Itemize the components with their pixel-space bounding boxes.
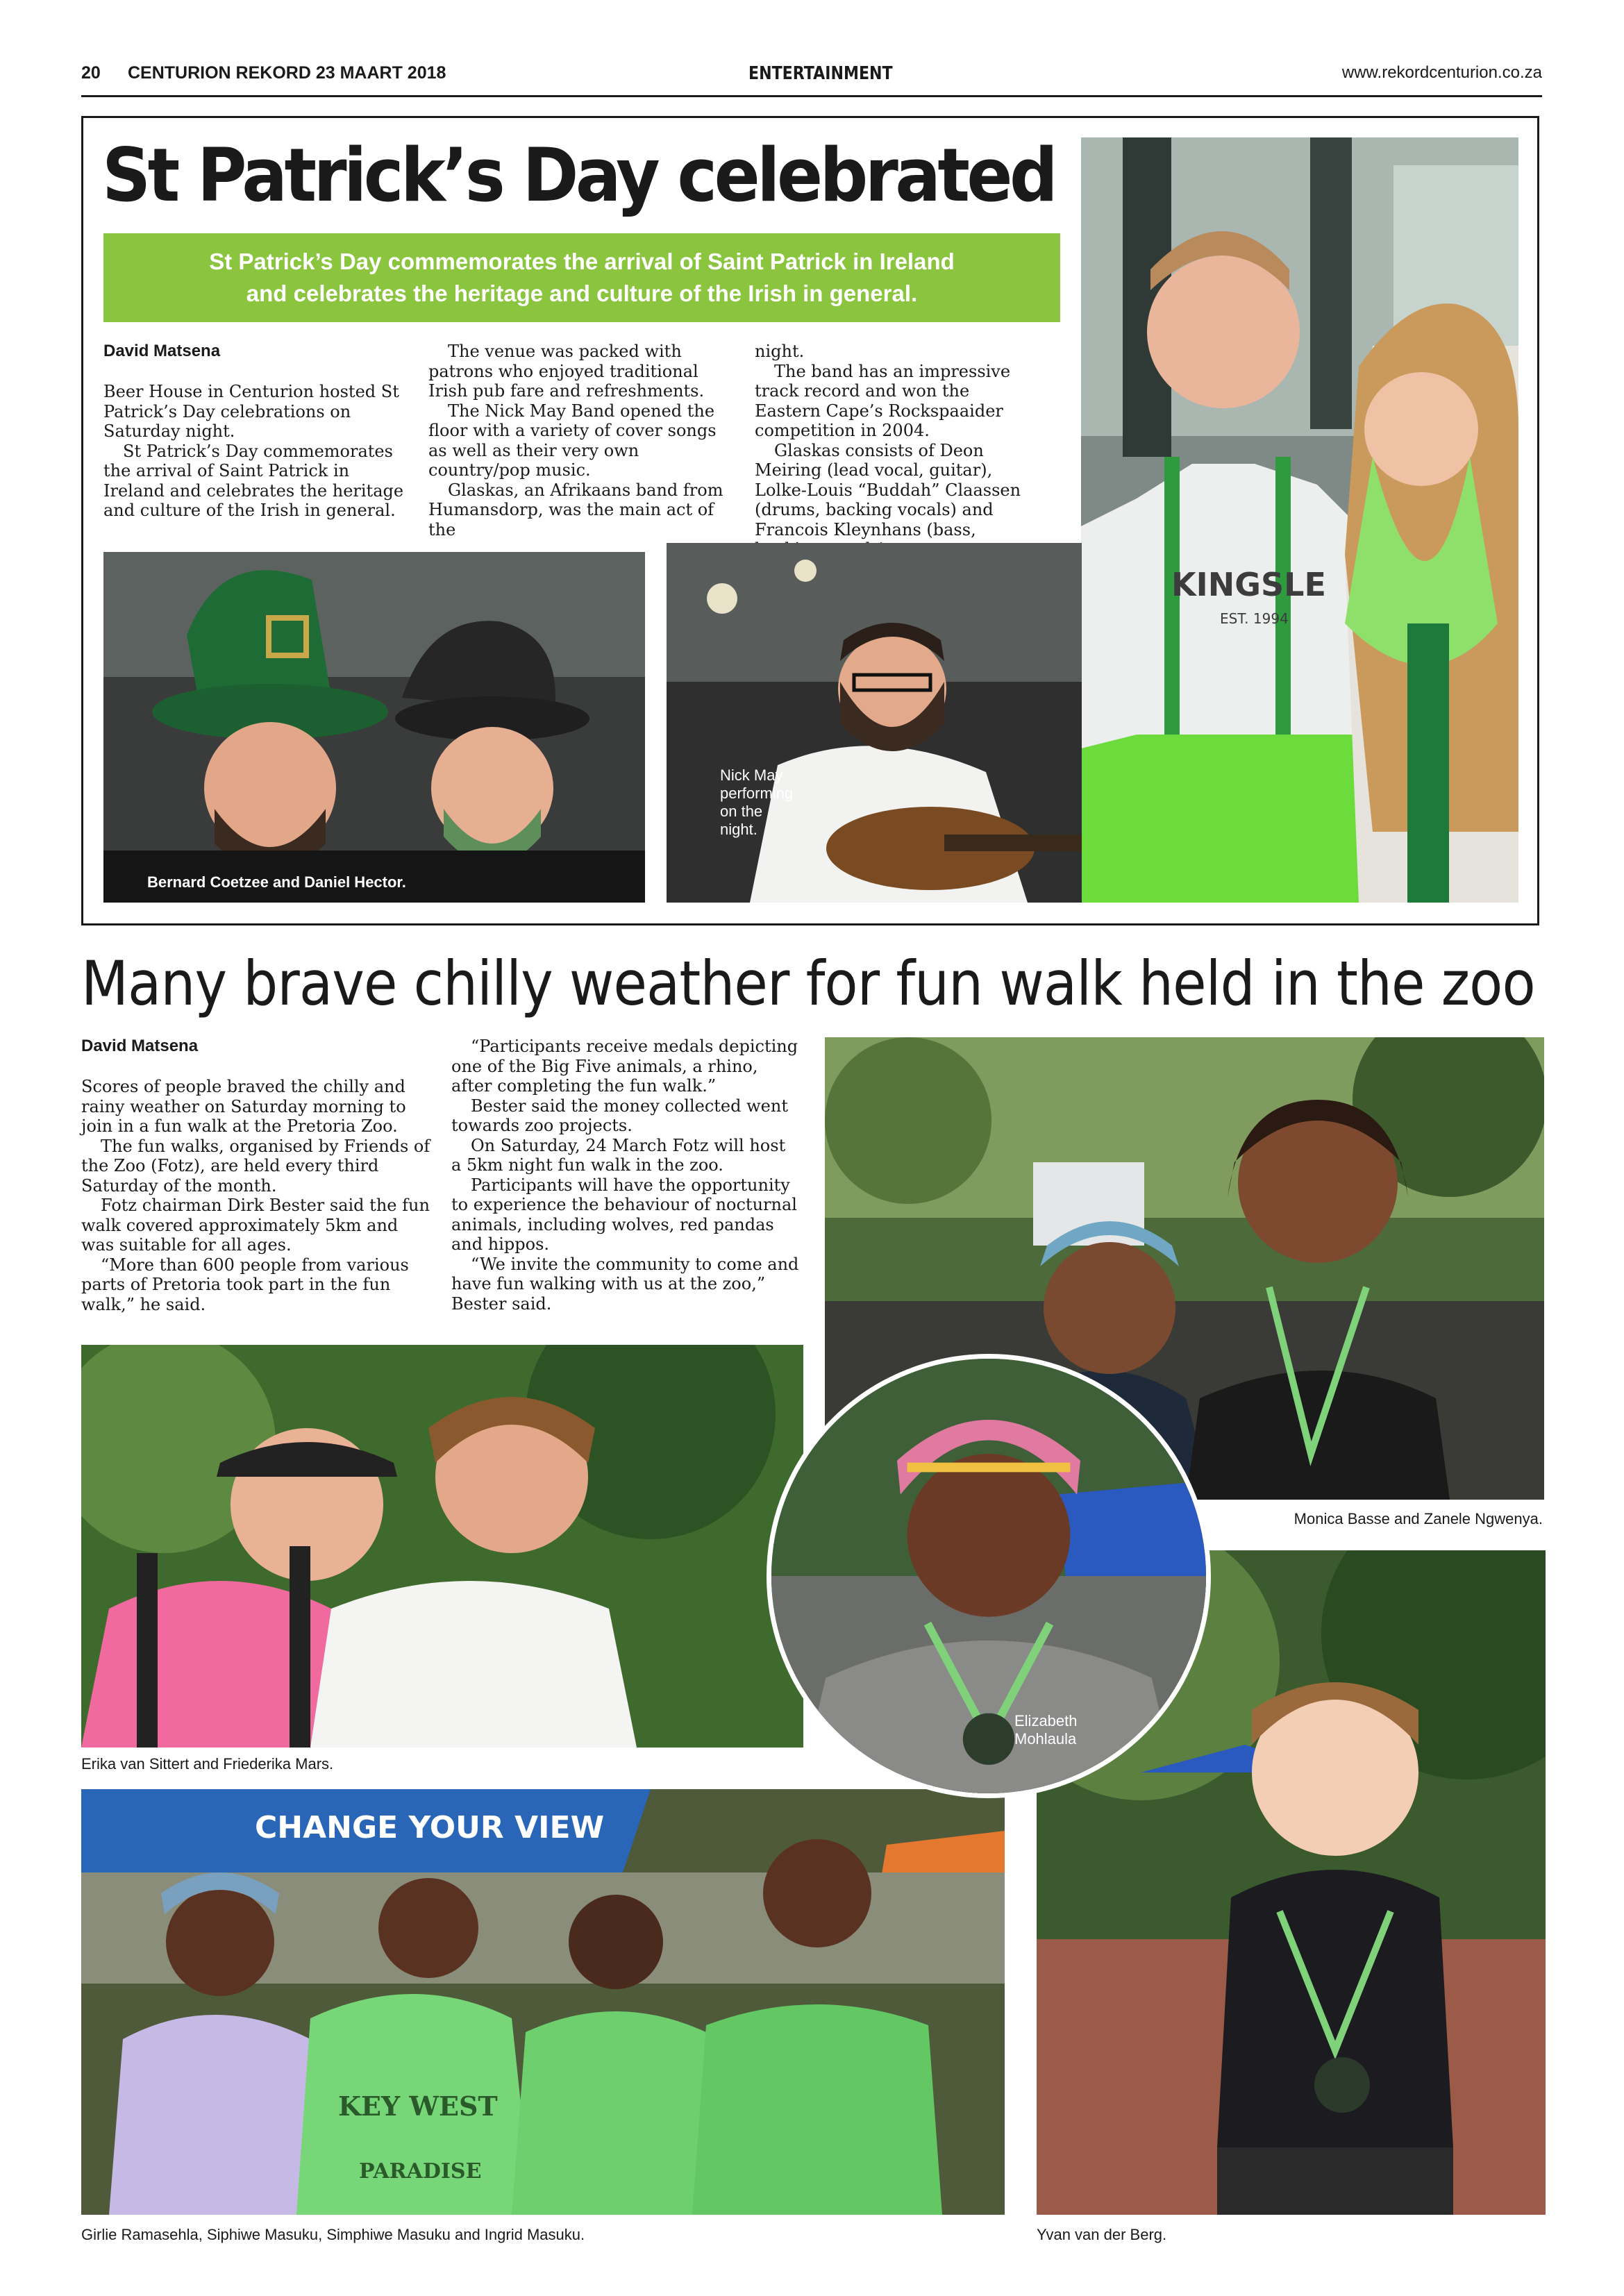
banner-text: CHANGE YOUR VIEW xyxy=(255,1810,605,1845)
caption-line: on the xyxy=(720,803,763,820)
paragraph: Bester said the money collected went towards zoo projects. xyxy=(451,1096,788,1135)
story2-column-1 xyxy=(81,1077,432,1314)
shirt-subtext: EST. 1994 xyxy=(1220,610,1289,627)
photo-nick-may xyxy=(667,543,1082,903)
caption-girlie-family: Girlie Ramasehla, Siphiwe Masuku, Simphiwe Masuku and Ingrid Masuku. xyxy=(81,2226,585,2243)
story2-headline: Many brave chilly weather for fun walk held in the zoo xyxy=(81,948,1535,1019)
story1-deck xyxy=(103,233,1060,322)
paragraph: “More than 600 people from various parts of Pretoria took part in the fun walk,” he said. xyxy=(81,1255,409,1314)
paragraph: Glaskas consists of Deon Meiring (lead vocal, guitar), Lolke-Louis “Buddah” Claassen (drums, backing vocals) and Francois Kleynhans (bass, xyxy=(755,440,1021,539)
paragraph: night. xyxy=(755,342,805,361)
section-title: ENTERTAINMENT xyxy=(748,63,893,84)
deck-line-1: St Patrick’s Day commemorates the arrival of Saint Patrick in Ireland xyxy=(209,249,955,274)
story1-byline: David Matsena xyxy=(103,342,221,360)
story2-column-2 xyxy=(451,1037,801,1314)
caption-erika-friederika: Erika van Sittert and Friederika Mars. xyxy=(81,1755,334,1773)
story1-column-2 xyxy=(428,342,731,539)
paragraph: The fun walks, organised by Friends of the Zoo (Fotz), are held every third Saturday of the month. xyxy=(81,1136,430,1196)
paragraph: Participants will have the opportunity to experience the behaviour of nocturnal animals, including wolves, red pandas and hippos. xyxy=(451,1175,797,1254)
paragraph: “We invite the community to come and have fun walking with us at the zoo,” Bester said. xyxy=(451,1254,799,1314)
paragraph: The Nick May Band opened the floor with a variety of cover songs as well as their very own country/pop music. xyxy=(428,401,717,480)
caption-line: performing xyxy=(720,785,794,802)
caption-nick-may xyxy=(720,766,793,839)
paragraph: Beer House in Centurion hosted St Patrick’s Day celebrations on Saturday night. xyxy=(103,382,399,441)
story1-column-1 xyxy=(103,382,406,521)
paragraph: The band has an impressive track record and won the Eastern Cape’s Rockspaaider competition in 2004. xyxy=(755,361,1011,440)
caption-line: Nick May xyxy=(720,766,783,784)
paragraph: “Participants receive medals depicting one of the Big Five animals, a rhino, after completing the fun walk.” xyxy=(451,1037,798,1096)
paragraph: Glaskas, an Afrikaans band from Humansdorp, was the main act of the xyxy=(428,480,723,539)
paragraph: St Patrick’s Day commemorates the arrival of Saint Patrick in Ireland and celebrates the heritage and culture of the Irish in general. xyxy=(103,441,404,520)
story1-headline: St Patrick’s Day celebrated xyxy=(102,133,1055,218)
shirt-text-paradise: PARADISE xyxy=(359,2159,482,2184)
paragraph: Scores of people braved the chilly and rainy weather on Saturday morning to join in a fun walk at the Pretoria Zoo. xyxy=(81,1077,406,1136)
paper-date: CENTURION REKORD 23 MAART 2018 xyxy=(128,63,446,83)
photo-hats xyxy=(103,552,645,903)
caption-monica-zanele: Monica Basse and Zanele Ngwenya. xyxy=(1294,1510,1543,1527)
paragraph: The venue was packed with patrons who enjoyed traditional Irish pub fare and refreshments. xyxy=(428,342,705,401)
photo-erika-friederika xyxy=(81,1345,803,1748)
website[interactable]: www.rekordcenturion.co.za xyxy=(1341,63,1542,82)
photo-girlie-family xyxy=(81,1789,1005,2215)
caption-line: night. xyxy=(720,821,757,838)
header-rule xyxy=(81,95,1542,97)
caption-line: Elizabeth xyxy=(1014,1712,1078,1729)
page-number: 20 xyxy=(81,63,101,83)
story1-column-3 xyxy=(755,342,1035,560)
photo-elizabeth-circle xyxy=(767,1354,1211,1798)
deck-line-2: and celebrates the heritage and culture of the Irish in general. xyxy=(246,280,918,306)
shirt-text: KINGSLE xyxy=(1171,566,1326,603)
caption-elizabeth xyxy=(1014,1712,1078,1748)
caption-yvan: Yvan van der Berg. xyxy=(1037,2226,1167,2243)
shirt-text-keywest: KEY WEST xyxy=(338,2090,498,2122)
paragraph: Fotz chairman Dirk Bester said the fun walk covered approximately 5km and was suitable for all ages. xyxy=(81,1196,430,1255)
caption-hats: Bernard Coetzee and Daniel Hector. xyxy=(147,873,406,891)
paragraph: On Saturday, 24 March Fotz will host a 5km night fun walk in the zoo. xyxy=(451,1135,786,1175)
photo-couple xyxy=(1081,137,1518,903)
caption-line: Mohlaula xyxy=(1014,1730,1077,1748)
story2-byline: David Matsena xyxy=(81,1037,199,1055)
